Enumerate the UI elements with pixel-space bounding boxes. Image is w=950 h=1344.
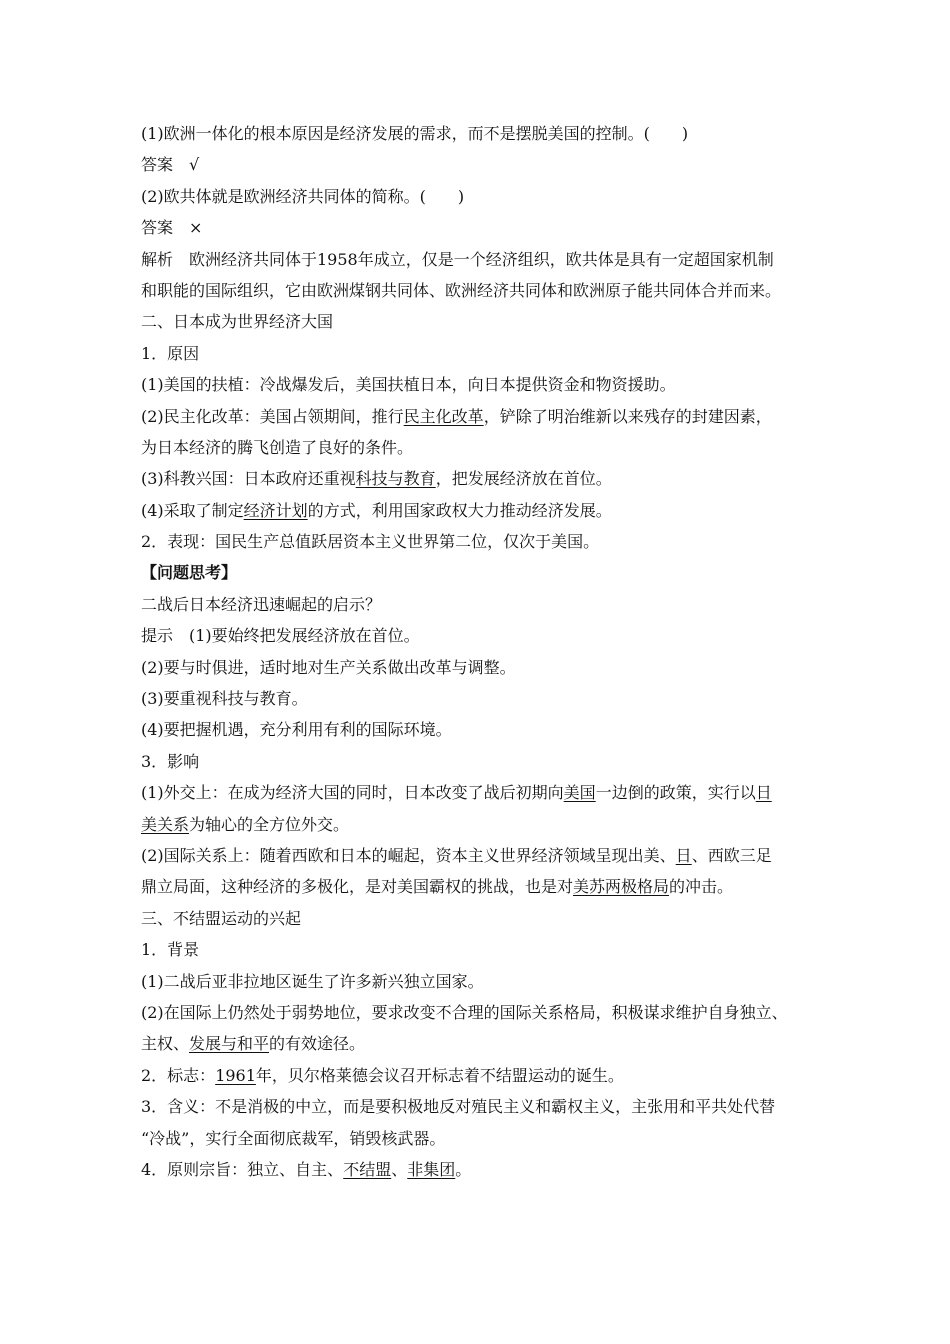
underlined-term: 1961 [215,1065,256,1085]
background-2-continued [141,1028,821,1059]
text: 主权、 [141,1034,190,1054]
underlined-term: 经济计划 [243,500,308,520]
text: (2)国际关系上：随着西欧和日本的崛起，资本主义世界经济领域呈现出美、 [141,845,676,865]
answer-2: 答案 × [141,218,203,238]
underlined-term: 非集团 [407,1159,456,1179]
text: (4)采取了制定 [141,500,244,520]
underlined-term: 日 [675,845,692,865]
cause-1: (1)美国的扶植：冷战爆发后，美国扶植日本，向日本提供资金和物资援助。 [141,375,676,395]
principles [141,1154,821,1185]
judgement-item-1: (1)欧洲一体化的根本原因是经济发展的需求，而不是摆脱美国的控制。( ) [141,124,689,143]
subheading-causes: 1．原因 [141,343,200,363]
text: ，铲除了明治维新以来残存的封建因素， [483,406,772,426]
impact-1 [141,777,821,808]
subheading-background: 1．背景 [141,940,200,960]
text: 年，贝尔格莱德会议召开标志着不结盟运动的诞生。 [255,1065,624,1085]
underlined-term: 美国 [563,783,596,803]
impact-2-continued [141,871,821,902]
text: 鼎立局面，这种经济的多极化，是对美国霸权的挑战，也是对 [141,877,574,897]
text: 的冲击。 [669,877,734,897]
section-heading-nonaligned: 三、不结盟运动的兴起 [141,908,302,928]
meaning-continued: “冷战”，实行全面彻底裁军，销毁核武器。 [141,1128,446,1148]
meaning: 3．含义：不是消极的中立，而是要积极地反对殖民主义和霸权主义，主张用和平共处代替 [141,1097,776,1117]
underlined-term: 美苏两极格局 [573,877,670,897]
judgement-item-2: (2)欧共体就是欧洲经济共同体的简称。( ) [141,186,465,206]
text: 2．标志： [141,1065,216,1085]
hint-3: (3)要重视科技与教育。 [141,689,308,709]
question: 二战后日本经济迅速崛起的启示？ [141,594,382,614]
underlined-term: 科技与教育 [355,469,436,489]
manifestation: 2．表现：国民生产总值跃居资本主义世界第二位，仅次于美国。 [141,532,600,552]
text: 的方式，利用国家政权大力推动经济发展。 [307,500,612,520]
impact-1-continued [141,809,821,840]
text: 。 [455,1159,472,1179]
text: (2)民主化改革：美国占领期间，推行 [141,406,404,426]
text: 4．原则宗旨：独立、自主、 [141,1159,344,1179]
question-thinking-heading: 【问题思考】 [141,563,238,583]
text: ，把发展经济放在首位。 [435,469,612,489]
text: (1)外交上：在成为经济大国的同时，日本改变了战后初期向 [141,783,564,803]
hint-1: 提示 (1)要始终把发展经济放在首位。 [141,626,420,646]
hint-2: (2)要与时俱进，适时地对生产关系做出改革与调整。 [141,657,516,677]
text: 一边倒的政策，实行以 [595,783,756,803]
cause-3 [141,463,821,494]
underlined-term: 日 [755,783,772,803]
underlined-term: 民主化改革 [403,406,484,426]
document-body [141,118,821,1185]
symbol [141,1060,821,1091]
underlined-term: 不结盟 [343,1159,392,1179]
background-2: (2)在国际上仍然处于弱势地位，要求改变不合理的国际关系格局，积极谋求维护自身独立、 [141,1002,788,1022]
impact-2 [141,840,821,871]
cause-2 [141,401,821,432]
answer-1: 答案 √ [141,155,200,175]
text: (3)科教兴国：日本政府还重视 [141,469,356,489]
text: 为轴心的全方位外交。 [189,814,350,834]
hint-4: (4)要把握机遇，充分利用有利的国际环境。 [141,720,452,740]
cause-4 [141,495,821,526]
analysis-line-1: 解析 欧洲经济共同体于1958年成立，仅是一个经济组织，欧共体是具有一定超国家机制 [141,249,774,269]
underlined-term: 美关系 [141,814,190,834]
text: 、西欧三足 [691,845,772,865]
text: 的有效途径。 [269,1034,366,1054]
text: 、 [391,1159,408,1179]
subheading-impact: 3．影响 [141,751,200,771]
section-heading-japan: 二、日本成为世界经济大国 [141,312,334,332]
cause-2-continued: 为日本经济的腾飞创造了良好的条件。 [141,437,414,457]
background-1: (1)二战后亚非拉地区诞生了许多新兴独立国家。 [141,971,484,991]
underlined-term: 发展与和平 [189,1034,270,1054]
analysis-line-2: 和职能的国际组织，它由欧洲煤钢共同体、欧洲经济共同体和欧洲原子能共同体合并而来。 [141,280,782,300]
